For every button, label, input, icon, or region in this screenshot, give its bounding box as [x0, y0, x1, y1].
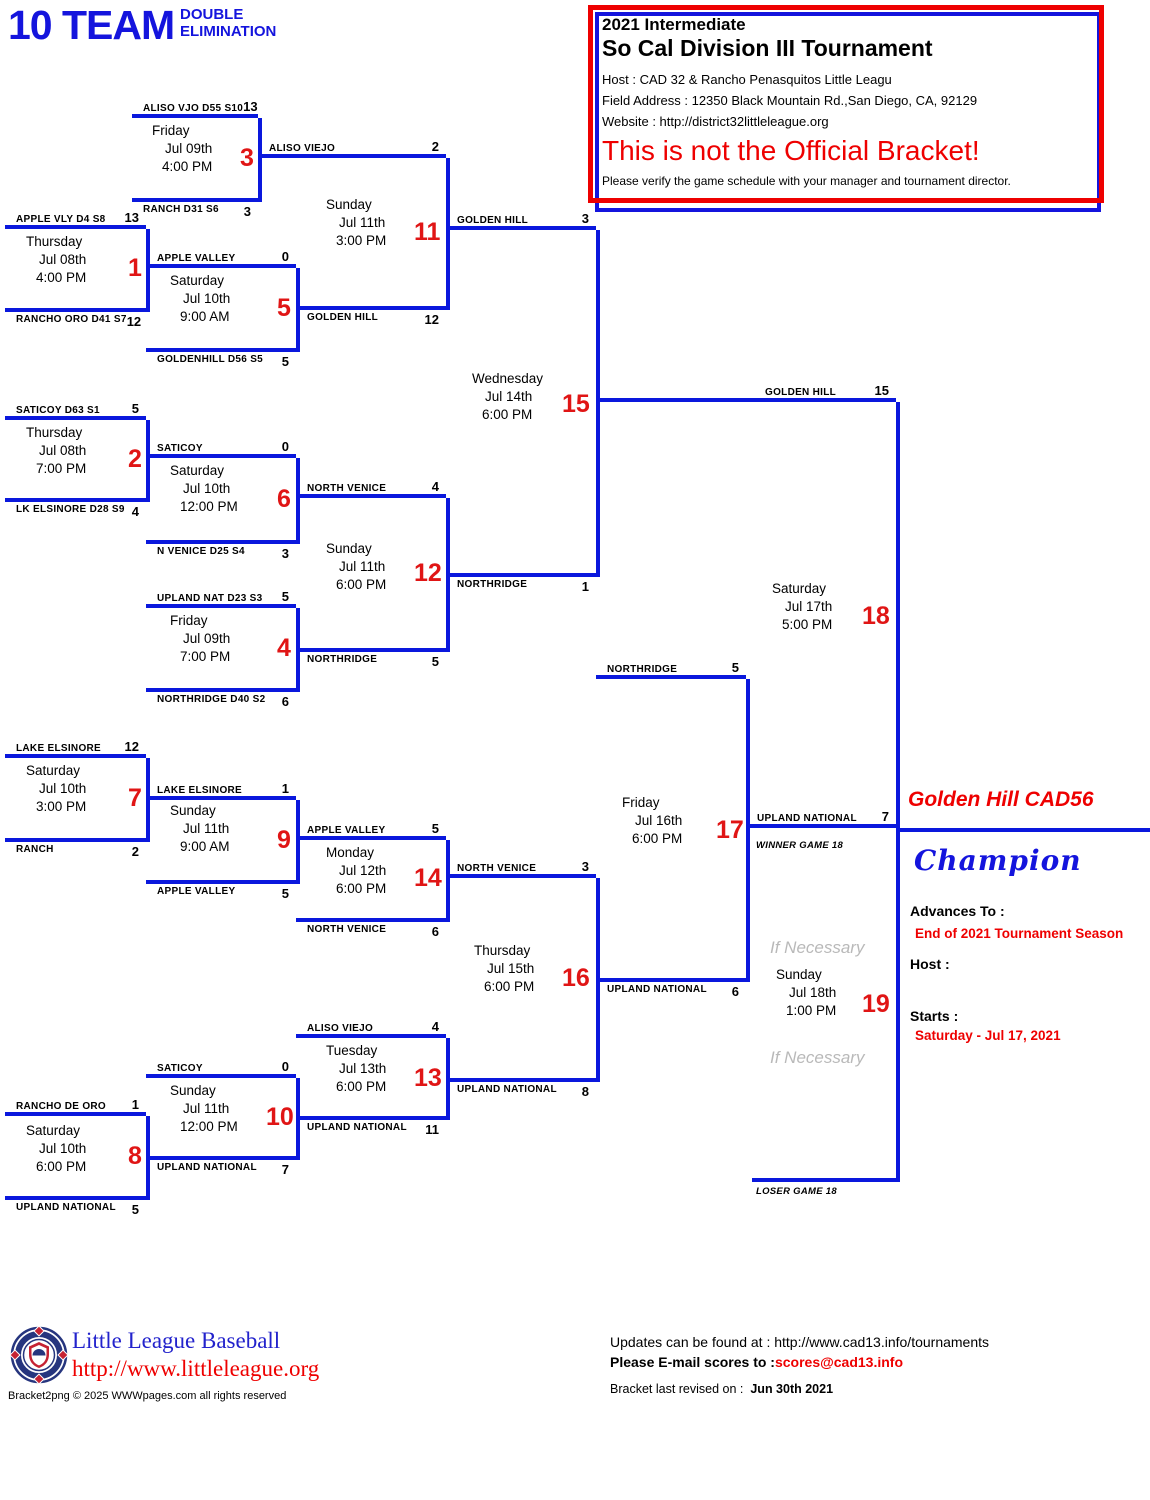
bracket-line: [258, 118, 262, 202]
team-score: 5: [281, 886, 289, 901]
game-number: 2: [128, 445, 142, 473]
revised-label: Bracket last revised on :: [610, 1382, 744, 1396]
bracket-line: [296, 608, 300, 692]
game-schedule: Friday Jul 09th 7:00 PM: [170, 613, 231, 664]
team-score: 5: [281, 589, 289, 604]
team-name: UPLAND NATIONAL: [757, 813, 857, 824]
bracket-line: [146, 229, 150, 312]
team-score: 5: [131, 1202, 139, 1217]
team-score: 6: [281, 694, 289, 709]
team-score: 6: [431, 924, 439, 939]
starts-label: Starts :: [910, 1008, 959, 1024]
team-name: ALISO VIEJO: [269, 143, 336, 154]
team-name: LK ELSINORE D28 S9: [16, 504, 125, 515]
bracket-line: [746, 679, 750, 982]
tournament-title: So Cal Division III Tournament: [602, 35, 933, 61]
team-score: 4: [431, 479, 439, 494]
team-score: 11: [425, 1122, 439, 1137]
bracket-line: [896, 402, 900, 1182]
team-name: N VENICE D25 S4: [157, 546, 245, 557]
team-line: [596, 659, 746, 679]
unofficial-warning: This is not the Official Bracket!: [602, 135, 980, 166]
game-number: 4: [277, 634, 291, 662]
team-name: APPLE VALLEY: [157, 253, 236, 264]
team-name: GOLDEN HILL: [307, 312, 379, 323]
team-line: [146, 688, 296, 710]
team-line: [5, 1196, 146, 1218]
bracket-line: [596, 230, 600, 577]
league-name: Little League Baseball: [72, 1328, 281, 1353]
team-name: APPLE VALLEY: [307, 825, 386, 836]
starts-value: Saturday - Jul 17, 2021: [915, 1028, 1061, 1043]
game-number: 1: [128, 254, 142, 282]
bracket-line: [296, 800, 300, 884]
team-line: [146, 1156, 296, 1178]
elimination-label-line1: DOUBLE: [180, 6, 244, 23]
team-line: [296, 478, 446, 498]
team-name: NORTHRIDGE D40 S2: [157, 694, 266, 705]
team-score: 1: [131, 1097, 139, 1112]
team-line: [146, 780, 296, 800]
team-name: RANCHO ORO D41 S7: [16, 314, 127, 325]
copyright-text: Bracket2png © 2025 WWWpages.com all rights reserved: [8, 1390, 287, 1402]
team-line: [146, 588, 296, 608]
advances-to-label: Advances To :: [910, 903, 1005, 919]
champion-line: [896, 828, 1150, 832]
tournament-year: 2021 Intermediate: [602, 15, 746, 34]
team-line: [5, 1096, 146, 1116]
bracket-line: [296, 1078, 300, 1160]
game-schedule: Saturday Jul 10th 3:00 PM: [26, 763, 87, 814]
team-score: 12: [124, 739, 139, 754]
team-name: RANCH: [16, 844, 54, 855]
league-url: http://www.littleleague.org: [72, 1356, 320, 1381]
game-schedule: Sunday Jul 18th 1:00 PM: [776, 967, 837, 1018]
team-line: [446, 573, 596, 595]
team-score: 0: [281, 1059, 289, 1074]
team-name: SATICOY D63 S1: [16, 405, 100, 416]
game-schedule: Thursday Jul 08th 7:00 PM: [26, 425, 87, 476]
team-name: NORTH VENICE: [307, 924, 387, 935]
game-schedule: Sunday Jul 11th 12:00 PM: [170, 1083, 238, 1134]
bracket-line: [296, 268, 300, 352]
team-score: 2: [431, 139, 439, 154]
team-line: [5, 308, 146, 330]
team-name: ALISO VIEJO: [307, 1023, 374, 1034]
team-line: [146, 348, 296, 370]
team-name: SATICOY: [157, 443, 203, 454]
team-line: [146, 880, 296, 902]
team-score: 3: [581, 859, 589, 874]
game-number: 13: [414, 1064, 442, 1092]
team-name: UPLAND NATIONAL: [307, 1122, 407, 1133]
team-line: [746, 808, 896, 828]
email-label: Please E-mail scores to :: [610, 1354, 775, 1370]
game-schedule: Saturday Jul 10th 12:00 PM: [170, 463, 238, 514]
team-line: [258, 138, 446, 158]
team-score: 7: [281, 1162, 289, 1177]
team-line: [596, 382, 896, 402]
team-score: 4: [431, 1019, 439, 1034]
team-line: [296, 918, 446, 940]
team-score: 13: [243, 99, 258, 114]
tournament-website: Website : http://district32littleleague.org: [602, 114, 829, 129]
revised-line: [610, 1382, 833, 1396]
game-schedule: Saturday Jul 10th 6:00 PM: [26, 1123, 87, 1174]
game-number: 18: [862, 602, 890, 630]
email-scores-line: [610, 1354, 903, 1370]
game-number: 7: [128, 784, 142, 812]
elimination-label-line2: ELIMINATION: [180, 23, 277, 40]
team-score: 1: [581, 579, 589, 594]
team-name: APPLE VLY D4 S8: [16, 214, 106, 225]
loser-game-18-line: [752, 1178, 900, 1182]
team-score: 0: [281, 249, 289, 264]
page-title: 10 TEAM: [8, 2, 175, 48]
team-name: ALISO VJO D55 S10: [143, 103, 244, 114]
team-line: [146, 438, 296, 458]
game-number: 6: [277, 485, 291, 513]
team-line: [132, 98, 258, 118]
team-name: RANCHO DE ORO: [16, 1101, 107, 1112]
winner-game-18-label: WINNER GAME 18: [756, 840, 844, 851]
advances-to-value: End of 2021 Tournament Season: [915, 926, 1124, 941]
bracket-line: [446, 840, 450, 922]
team-line: [132, 198, 258, 220]
team-line: [5, 738, 146, 758]
game-schedule: Sunday Jul 11th 3:00 PM: [326, 197, 387, 248]
bracket-line: [146, 1116, 150, 1200]
little-league-logo: [10, 1326, 68, 1389]
team-line: [5, 838, 146, 860]
team-name: APPLE VALLEY: [157, 886, 236, 897]
host-label: Host :: [910, 956, 950, 972]
team-name: RANCH D31 S6: [143, 204, 219, 215]
team-name: UPLAND NATIONAL: [157, 1162, 257, 1173]
verify-note: Please verify the game schedule with your manager and tournament director.: [602, 174, 1011, 188]
team-name: SATICOY: [157, 1063, 203, 1074]
if-necessary-note: If Necessary: [770, 1048, 865, 1067]
team-score: 5: [731, 660, 739, 675]
team-score: 2: [131, 844, 139, 859]
game-number: 5: [277, 294, 291, 322]
if-necessary-note: If Necessary: [770, 938, 865, 957]
team-name: NORTH VENICE: [307, 483, 387, 494]
team-line: [146, 1058, 296, 1078]
email-address: scores@cad13.info: [774, 1354, 904, 1370]
updates-text: Updates can be found at : http://www.cad13.info/tournaments: [610, 1334, 990, 1350]
loser-game-18-label: LOSER GAME 18: [756, 1186, 837, 1197]
game-number: 12: [414, 559, 442, 587]
team-score: 7: [881, 809, 889, 824]
team-line: [146, 248, 296, 268]
team-name: LAKE ELSINORE: [16, 743, 102, 754]
game-schedule: Friday Jul 09th 4:00 PM: [152, 123, 213, 174]
team-name: LAKE ELSINORE: [157, 785, 243, 796]
team-line: [296, 648, 446, 670]
bracket-line: [296, 458, 300, 544]
game-number: 15: [562, 390, 590, 418]
team-name: GOLDEN HILL: [765, 387, 837, 398]
bracket-line: [446, 1038, 450, 1120]
game-number: 10: [266, 1103, 294, 1131]
bracket-line: [596, 878, 600, 1082]
team-line: [446, 210, 596, 230]
tournament-host: Host : CAD 32 & Rancho Penasquitos Little Leagu: [602, 72, 892, 87]
bracket-line: [146, 758, 150, 842]
team-line: [296, 1116, 446, 1138]
game-schedule: Sunday Jul 11th 9:00 AM: [170, 803, 230, 854]
team-line: [446, 858, 596, 878]
game-schedule: Sunday Jul 11th 6:00 PM: [326, 541, 387, 592]
team-score: 3: [281, 546, 289, 561]
team-name: GOLDEN HILL: [457, 215, 529, 226]
team-score: 1: [281, 781, 289, 796]
team-name: UPLAND NATIONAL: [16, 1202, 116, 1213]
champion-team-name: Golden Hill CAD56: [908, 788, 1094, 811]
team-score: 3: [243, 204, 251, 219]
team-name: UPLAND NATIONAL: [607, 984, 707, 995]
team-line: [296, 820, 446, 840]
game-schedule: Monday Jul 12th 6:00 PM: [326, 845, 387, 896]
game-schedule: Wednesday Jul 14th 6:00 PM: [472, 371, 544, 422]
game-number: 11: [414, 218, 441, 246]
team-line: [5, 498, 146, 520]
team-score: 13: [124, 210, 139, 225]
team-score: 8: [581, 1084, 589, 1099]
game-schedule: Thursday Jul 15th 6:00 PM: [474, 943, 535, 994]
team-score: 5: [431, 821, 439, 836]
game-number: 3: [240, 144, 254, 172]
team-line: [296, 306, 446, 328]
game-schedule: Tuesday Jul 13th 6:00 PM: [326, 1043, 387, 1094]
team-name: UPLAND NAT D23 S3: [157, 593, 263, 604]
team-line: [5, 400, 146, 420]
game-schedule: Thursday Jul 08th 4:00 PM: [26, 234, 87, 285]
game-number: 8: [128, 1142, 142, 1170]
team-name: NORTHRIDGE: [607, 664, 678, 675]
team-name: NORTHRIDGE: [307, 654, 378, 665]
game-number: 9: [277, 826, 291, 854]
team-line: [296, 1018, 446, 1038]
bracket-line: [446, 498, 450, 652]
team-score: 5: [281, 354, 289, 369]
team-score: 15: [874, 383, 889, 398]
team-score: 0: [281, 439, 289, 454]
team-name: NORTHRIDGE: [457, 579, 528, 590]
bracket-line: [446, 158, 450, 310]
team-line: [146, 540, 296, 562]
team-name: UPLAND NATIONAL: [457, 1084, 557, 1095]
game-number: 17: [716, 816, 744, 844]
team-name: NORTH VENICE: [457, 863, 537, 874]
team-score: 3: [581, 211, 589, 226]
game-number: 14: [414, 864, 442, 892]
game-schedule: Saturday Jul 10th 9:00 AM: [170, 273, 231, 324]
team-score: 4: [131, 504, 139, 519]
revised-date: Jun 30th 2021: [750, 1382, 834, 1396]
game-number: 16: [562, 964, 590, 992]
tournament-field-address: Field Address : 12350 Black Mountain Rd.,San Diego, CA, 92129: [602, 93, 978, 108]
team-line: [446, 1078, 596, 1100]
game-schedule: Saturday Jul 17th 5:00 PM: [772, 581, 833, 632]
team-line: [596, 978, 746, 1000]
team-name: GOLDENHILL D56 S5: [157, 354, 264, 365]
bracket-line: [146, 420, 150, 502]
team-score: 5: [131, 401, 139, 416]
team-score: 5: [431, 654, 439, 669]
team-score: 6: [731, 984, 739, 999]
team-line: [5, 209, 146, 229]
team-score: 12: [424, 312, 439, 327]
game-number: 19: [862, 990, 890, 1018]
game-schedule: Friday Jul 16th 6:00 PM: [622, 795, 683, 846]
team-score: 12: [126, 314, 142, 329]
champion-heading: Champion: [914, 844, 1082, 877]
